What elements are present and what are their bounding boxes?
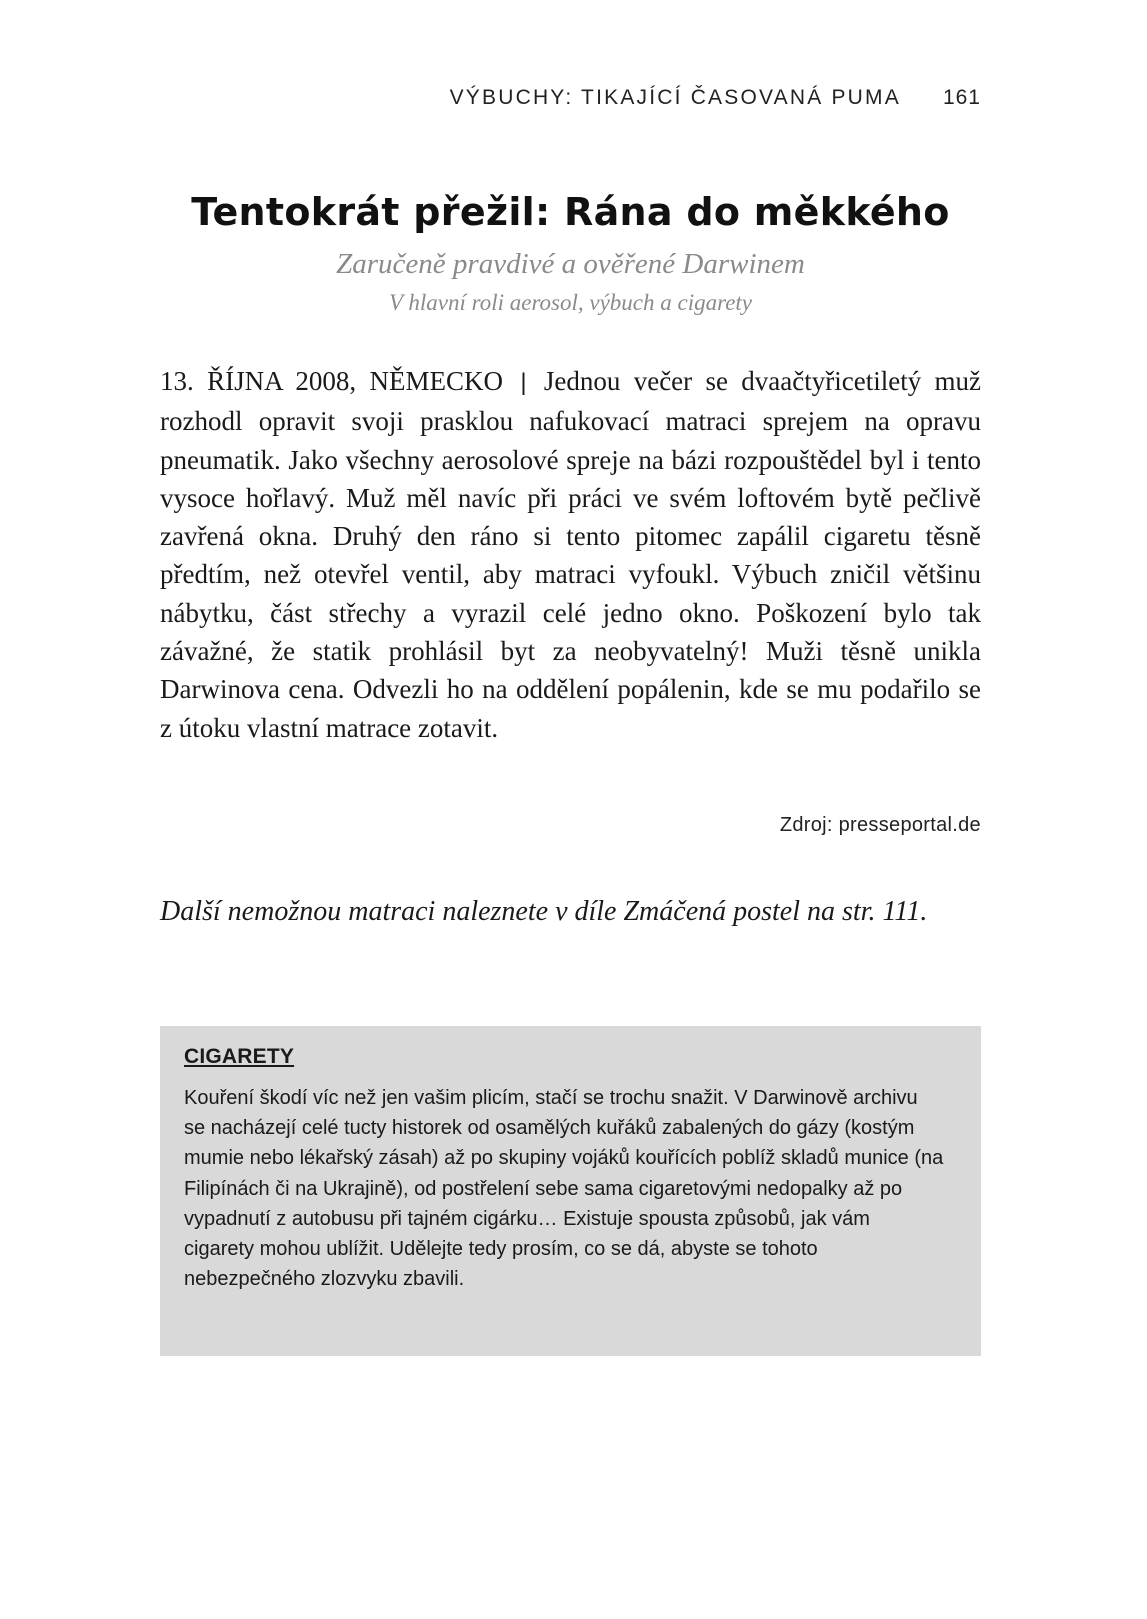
body-paragraph: Jednou večer se dvaačtyřicetiletý muž rozhodl opravit svoji prasklou nafukovací matraci sprejem na opravu pneumatik. Jako všechny aerosolové spreje na bázi rozpouštědel byl i tento vysoce hořlavý. Muž měl navíc při práci ve svém loftovém bytě pečlivě zavřená okna. Druhý den ráno si tento pitomec zapálil cigaretu těsně předtím, než otevřel ventil, aby matraci vyfoukl. Výbuch zničil většinu nábytku, část střechy a vyrazil celé jedno okno. Poškození bylo tak závažné, že statik prohlásil byt za neobyvatelný! Muži těsně unikla Darwinova cena. Odvezli ho na oddělení popálenin, kde se mu podařilo se z útoku vlastní matrace zotavit. — [160, 366, 982, 743]
running-header — [160, 86, 981, 110]
dateline-separator: | — [520, 369, 527, 396]
running-title: VÝBUCHY: TIKAJÍCÍ ČASOVANÁ PUMA — [449, 86, 901, 109]
page-number: 161 — [942, 86, 981, 109]
sidebar-title: CIGARETY — [184, 1045, 295, 1068]
cross-reference: Další nemožnou matraci naleznete v díle Zmáčená postel na str. 111. — [160, 896, 928, 927]
article-body — [160, 362, 981, 747]
article-tagline: V hlavní roli aerosol, výbuch a cigarety — [388, 290, 753, 315]
sidebar-box — [160, 1026, 981, 1356]
sidebar-text: Kouření škodí víc než jen vašim plicím, stačí se trochu snažit. V Darwinově archivu se nacházejí celé tucty historek od osamělých kuřáků zabalených do gázy (kostým mumie nebo lékařský zásah) až po skupiny vojáků kouřících poblíž skladů munice (na Filipínách či na Ukrajině), od postřelení sebe sama cigaretovými nedopalky až po vypadnutí z autobusu při tajném cigárku… Existuje spousta způsobů, jak vám cigarety mohou ublížit. Udělejte tedy prosím, co se dá, abyste se tohoto nebezpečného zlozvyku zbavili. — [184, 1087, 944, 1291]
dateline: 13. ŘÍJNA 2008, NĚMECKO — [160, 366, 503, 396]
article-title: Tentokrát přežil: Rána do měkkého — [191, 190, 950, 234]
article-subtitle: Zaručeně pravdivé a ověřené Darwinem — [336, 248, 805, 280]
source-credit: Zdroj: presseportal.de — [779, 814, 981, 836]
